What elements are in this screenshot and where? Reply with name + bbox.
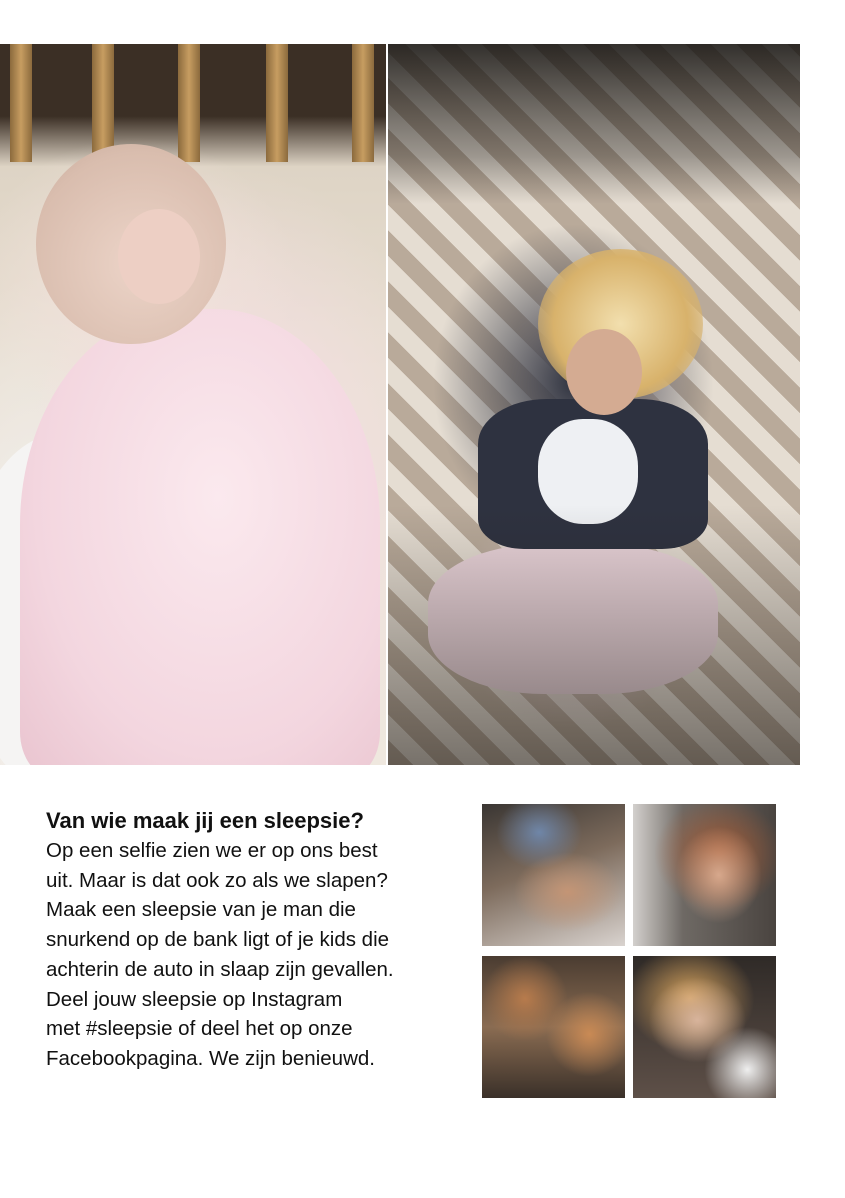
article-text xyxy=(46,806,456,1074)
thumbnail-photo xyxy=(482,956,625,1098)
crib-bar xyxy=(10,44,32,162)
photo-baby-sleeping xyxy=(0,44,386,765)
body-line: Facebookpagina. We zijn benieuwd. xyxy=(46,1046,375,1070)
crib-bar xyxy=(92,44,114,162)
baby-hand xyxy=(118,209,200,304)
child-face xyxy=(566,329,642,415)
article-body xyxy=(46,836,456,1074)
thumbnail-photo xyxy=(633,804,776,946)
crib-bar xyxy=(352,44,374,162)
body-line: uit. Maar is dat ook zo als we slapen? xyxy=(46,868,388,892)
body-line: Deel jouw sleepsie op Instagram xyxy=(46,987,343,1011)
crib-bar xyxy=(178,44,200,162)
body-line: achterin de auto in slaap zijn gevallen. xyxy=(46,957,394,981)
shadow xyxy=(388,44,800,204)
photo-child-sleeping-in-bed xyxy=(388,44,800,765)
baby-body xyxy=(20,309,380,765)
shadow xyxy=(388,505,800,765)
crib-bar xyxy=(266,44,288,162)
body-line: Op een selfie zien we er op ons best xyxy=(46,839,378,862)
body-line: snurkend op de bank ligt of je kids die xyxy=(46,928,390,952)
body-line: met #sleepsie of deel het op onze xyxy=(46,1017,353,1041)
article-title: Van wie maak jij een sleepsie? xyxy=(46,808,364,833)
thumbnail-photo xyxy=(633,956,776,1098)
thumbnail-photo xyxy=(482,804,625,946)
body-line: Maak een sleepsie van je man die xyxy=(46,898,356,922)
